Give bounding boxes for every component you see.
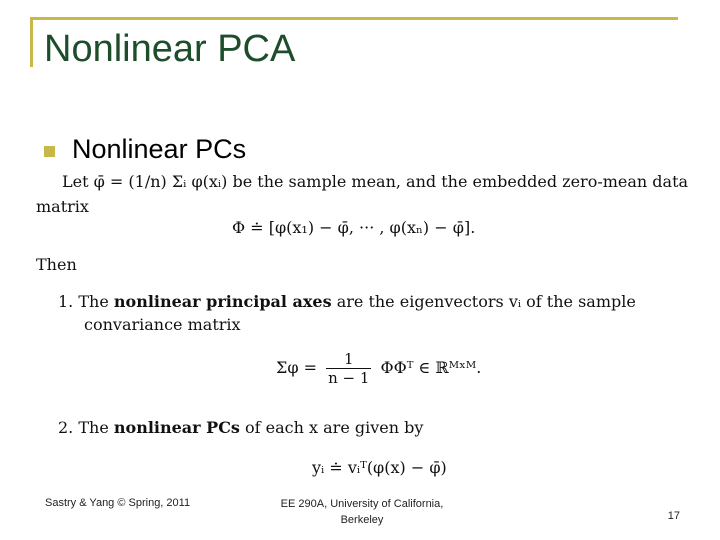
frame-top-rule <box>30 17 678 20</box>
footer-center: EE 290A, University of California, Berkeley <box>280 498 444 526</box>
let-line-2: matrix <box>36 197 89 216</box>
item-1-line-2: convariance matrix <box>84 315 241 334</box>
item-2-suffix: of each x are given by <box>245 418 424 437</box>
equation-nonlinear-pc: yᵢ ≐ vᵢᵀ(φ(x) − φ̄) <box>312 458 447 477</box>
equation-embedded-matrix: Φ ≐ [φ(x₁) − φ̄, ··· , φ(xₙ) − φ̄]. <box>232 218 476 237</box>
item-2-line <box>58 418 423 437</box>
eq2-rhs: ΦΦᵀ ∈ ℝᴹˣᴹ. <box>380 358 482 377</box>
bullet-heading: Nonlinear PCs <box>72 134 247 164</box>
bullet-square-icon <box>44 146 55 157</box>
let-line-1: Let φ̄ = (1/n) Σᵢ φ(xᵢ) be the sample mean, and the embedded zero-mean data <box>62 172 689 191</box>
eq2-denominator: n − 1 <box>328 369 370 387</box>
then-label: Then <box>36 255 77 274</box>
equation-covariance <box>276 350 481 387</box>
item-1-bold: nonlinear principal axes <box>113 292 332 311</box>
footer-left: Sastry & Yang © Spring, 2011 <box>45 497 191 509</box>
item-2-prefix: 2. The <box>58 418 109 437</box>
eq2-fraction <box>326 350 371 387</box>
page-number: 17 <box>667 510 680 522</box>
item-1-line-1 <box>58 292 636 311</box>
item-1-prefix: 1. The <box>58 292 109 311</box>
slide-title: Nonlinear PCA <box>44 28 296 70</box>
item-1-suffix: are the eigenvectors vᵢ of the sample <box>336 292 636 311</box>
frame-left-rule <box>30 17 33 67</box>
item-2-bold: nonlinear PCs <box>113 418 240 437</box>
eq2-lhs: Σφ = <box>276 358 318 377</box>
eq2-numerator: 1 <box>326 350 371 369</box>
